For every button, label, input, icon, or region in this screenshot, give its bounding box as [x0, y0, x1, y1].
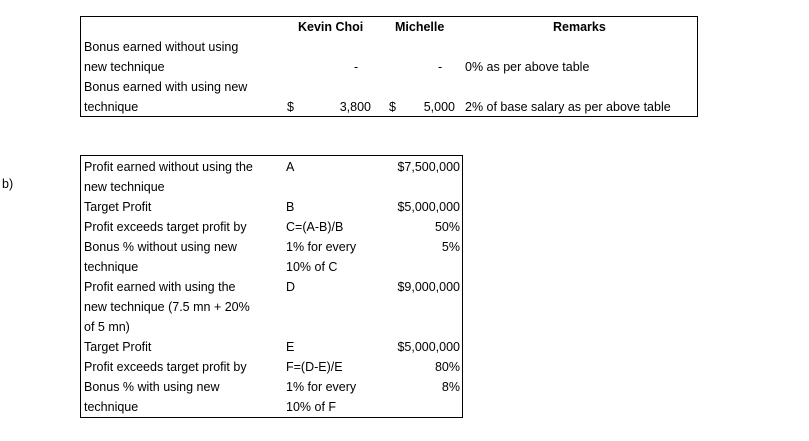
row-value: $5,000,000 [397, 200, 460, 214]
row-label-line: of 5 mn) [84, 320, 130, 334]
remarks-value: 0% as per above table [465, 60, 590, 74]
section-label: b) [2, 177, 14, 191]
row-label-line: technique [84, 400, 139, 414]
row-label-line: Bonus earned without using [84, 40, 239, 54]
row-formula-line: 10% of F [286, 400, 337, 414]
header-michelle: Michelle [395, 20, 445, 34]
row-label-line: new technique [84, 180, 165, 194]
row-value: $7,500,000 [397, 160, 460, 174]
row-label-line: technique [84, 100, 139, 114]
michelle-value: 5,000 [423, 100, 455, 114]
row-label-line: Bonus % without using new [84, 240, 237, 254]
remarks-value: 2% of base salary as per above table [465, 100, 671, 114]
row-value: 50% [434, 220, 460, 234]
row-label-line: new technique (7.5 mn + 20% [84, 300, 250, 314]
row-value: $9,000,000 [397, 280, 460, 294]
row-label-line: Bonus % with using new [84, 380, 220, 394]
row-formula-line: 1% for every [286, 380, 357, 394]
row-formula-line: B [286, 200, 295, 214]
row-formula-line: A [286, 160, 295, 174]
row-value: $5,000,000 [397, 340, 460, 354]
row-value: 5% [441, 240, 460, 254]
kevin-value: - [354, 60, 359, 74]
row-formula-line: F=(D-E)/E [286, 360, 343, 374]
row-label-line: Profit earned without using the [84, 160, 253, 174]
row-formula-line: C=(A-B)/B [286, 220, 344, 234]
row-label-line: Target Profit [84, 200, 152, 214]
row-formula-line: E [286, 340, 295, 354]
header-remarks: Remarks [553, 20, 606, 34]
row-formula-line: 1% for every [286, 240, 357, 254]
row-value: 8% [441, 380, 460, 394]
row-value: 80% [434, 360, 460, 374]
row-label-line: technique [84, 260, 139, 274]
row-label-line: Profit exceeds target profit by [84, 360, 247, 374]
michelle-currency: $ [389, 100, 396, 114]
header-kevin-choi: Kevin Choi [298, 20, 364, 34]
row-label-line: Profit exceeds target profit by [84, 220, 247, 234]
row-formula-line: 10% of C [286, 260, 338, 274]
row-label-line: Target Profit [84, 340, 152, 354]
row-label-line: Bonus earned with using new [84, 80, 248, 94]
michelle-value: - [438, 60, 443, 74]
kevin-currency: $ [287, 100, 294, 114]
row-label-line: new technique [84, 60, 165, 74]
row-label-line: Profit earned with using the [84, 280, 236, 294]
row-formula-line: D [286, 280, 296, 294]
kevin-value: 3,800 [339, 100, 371, 114]
